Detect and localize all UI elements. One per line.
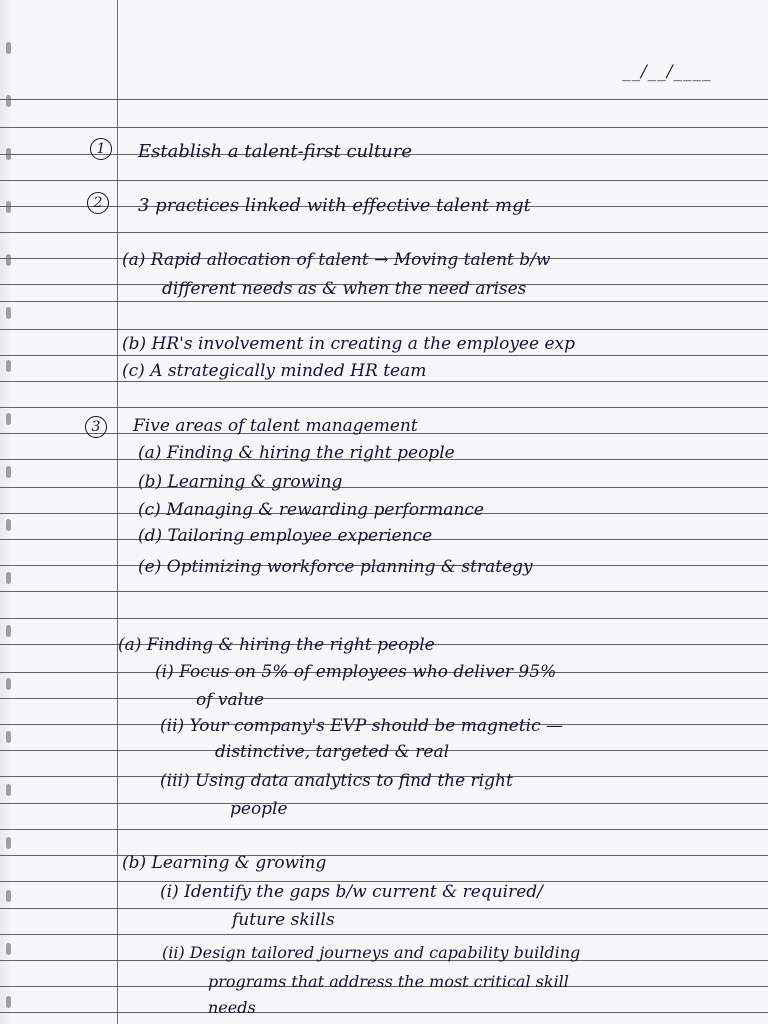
note-line: (b) Learning & growing bbox=[138, 472, 343, 492]
ruled-line bbox=[0, 591, 768, 592]
binding-mark bbox=[6, 837, 11, 849]
ruled-line bbox=[0, 407, 768, 408]
note-line: (c) Managing & rewarding performance bbox=[138, 500, 484, 520]
note-line: programs that address the most critical skill bbox=[208, 972, 569, 991]
note-line: (ii) Your company's EVP should be magnetic — bbox=[160, 716, 564, 736]
note-line: (e) Optimizing workforce planning & strategy bbox=[138, 557, 533, 577]
note-line: (i) Identify the gaps b/w current & required/ bbox=[160, 882, 543, 902]
ruled-line bbox=[0, 934, 768, 935]
note-line: different needs as & when the need arises bbox=[162, 279, 527, 299]
binding-mark bbox=[6, 678, 11, 690]
ruled-line bbox=[0, 301, 768, 302]
binding-mark bbox=[6, 466, 11, 478]
binding-mark bbox=[6, 95, 11, 107]
note-line: needs bbox=[208, 998, 256, 1017]
date-field: __/__/____ bbox=[622, 62, 712, 82]
binding-mark bbox=[6, 625, 11, 637]
ruled-line bbox=[0, 232, 768, 233]
note-line: distinctive, targeted & real bbox=[215, 742, 450, 762]
note-line: Establish a talent-first culture bbox=[138, 141, 412, 162]
circled-number-1: 1 bbox=[90, 138, 112, 160]
binding-mark bbox=[6, 996, 11, 1008]
binding-mark bbox=[6, 890, 11, 902]
binding-mark bbox=[6, 731, 11, 743]
section-heading: (b) Learning & growing bbox=[122, 853, 327, 873]
note-line: Five areas of talent management bbox=[133, 416, 418, 436]
ruled-line bbox=[0, 381, 768, 382]
ruled-line bbox=[0, 803, 768, 804]
binding-mark bbox=[6, 784, 11, 796]
ruled-line bbox=[0, 355, 768, 356]
note-line: (a) Rapid allocation of talent → Moving talent b/w bbox=[122, 250, 551, 270]
ruled-line bbox=[0, 127, 768, 128]
note-line: (c) A strategically minded HR team bbox=[122, 361, 427, 381]
note-line: 3 practices linked with effective talent mgt bbox=[138, 195, 531, 216]
ruled-line bbox=[0, 698, 768, 699]
note-line: (b) HR's involvement in creating a the employee exp bbox=[122, 334, 575, 354]
note-line: (a) Finding & hiring the right people bbox=[138, 443, 455, 463]
circled-number-3: 3 bbox=[85, 416, 107, 438]
binding-mark bbox=[6, 254, 11, 266]
ruled-line bbox=[0, 180, 768, 181]
binding-mark bbox=[6, 148, 11, 160]
binding-mark bbox=[6, 943, 11, 955]
ruled-line bbox=[0, 618, 768, 619]
binding-mark bbox=[6, 307, 11, 319]
note-line: (iii) Using data analytics to find the right bbox=[160, 771, 513, 791]
circled-number-2: 2 bbox=[87, 192, 109, 214]
note-line: (i) Focus on 5% of employees who deliver 95% bbox=[155, 662, 557, 682]
binding-mark bbox=[6, 519, 11, 531]
note-line: (ii) Design tailored journeys and capability building bbox=[162, 943, 581, 962]
ruled-line bbox=[0, 329, 768, 330]
binding-mark bbox=[6, 360, 11, 372]
ruled-line bbox=[0, 1012, 768, 1013]
note-line: of value bbox=[196, 690, 265, 710]
binding-mark bbox=[6, 413, 11, 425]
ruled-line bbox=[0, 908, 768, 909]
ruled-line bbox=[0, 829, 768, 830]
binding-mark bbox=[6, 42, 11, 54]
note-line: people bbox=[230, 799, 288, 819]
ruled-line bbox=[0, 855, 768, 856]
section-heading: (a) Finding & hiring the right people bbox=[118, 635, 435, 655]
ruled-line bbox=[0, 99, 768, 100]
binding-mark bbox=[6, 572, 11, 584]
note-line: future skills bbox=[232, 910, 335, 930]
ruled-line bbox=[0, 487, 768, 488]
binding-mark bbox=[6, 201, 11, 213]
note-line: (d) Tailoring employee experience bbox=[138, 526, 433, 546]
